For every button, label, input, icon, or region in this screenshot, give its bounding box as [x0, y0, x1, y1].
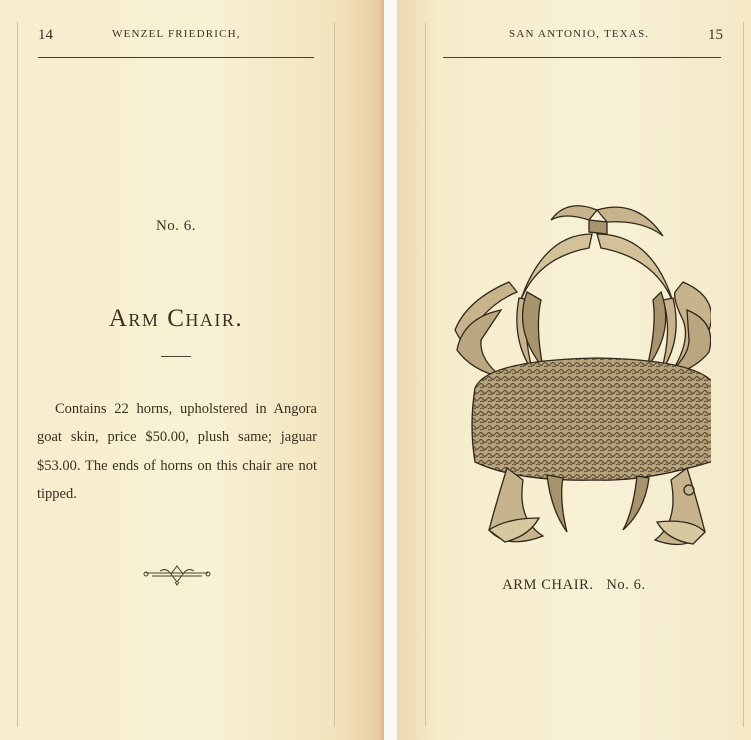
page-title: Arm Chair.: [108, 305, 244, 332]
title-divider: [161, 356, 191, 357]
caption-title: ARM CHAIR.: [502, 577, 594, 593]
left-page-number: 14: [38, 27, 53, 43]
left-header-rule: [38, 57, 314, 58]
left-running-head: WENZEL FRIEDRICH,: [112, 28, 241, 40]
page-gutter: [384, 0, 397, 740]
ornament-icon: [142, 562, 212, 586]
right-header-rule: [443, 57, 721, 58]
plate-number: No. 6.: [155, 218, 197, 234]
right-page: [397, 0, 751, 740]
illustration-caption: [397, 577, 751, 594]
caption-number: No. 6.: [606, 577, 646, 593]
right-running-head: SAN ANTONIO, TEXAS.: [509, 28, 650, 40]
left-page-frame: [17, 22, 335, 727]
description-text: Contains 22 horns, upholstered in Angora goat skin, price $50.00, plush same; jaguar $53.00. The ends of horns on this chair are not tipped.: [37, 400, 317, 502]
horn-arm-chair-illustration: [447, 200, 711, 560]
right-page-number: 15: [708, 27, 723, 43]
